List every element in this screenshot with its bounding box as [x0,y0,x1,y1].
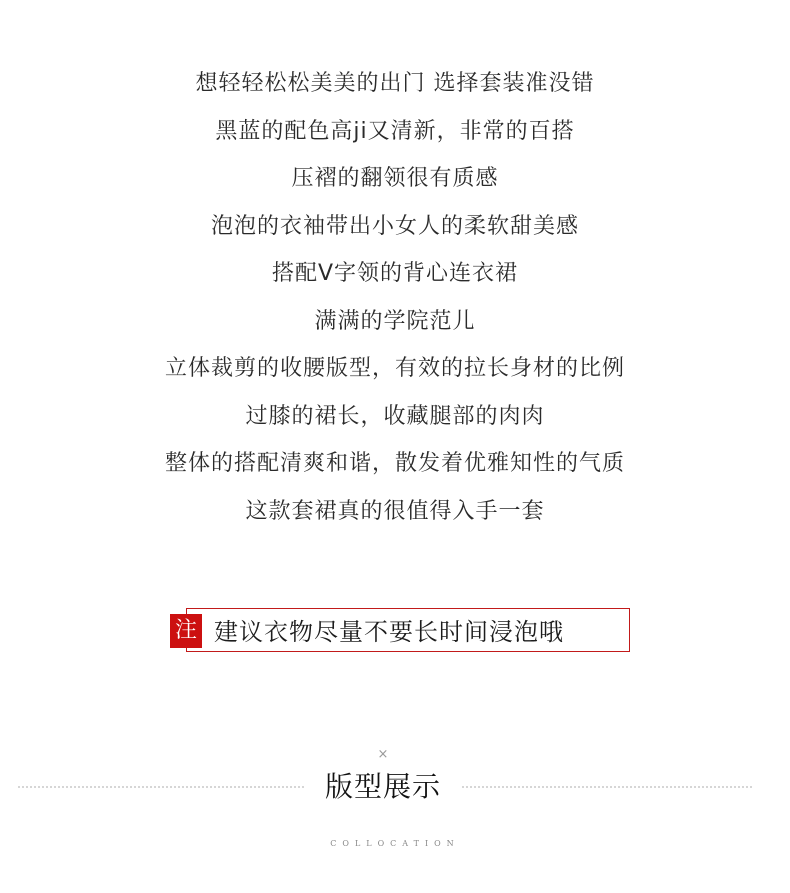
description-line: 想轻轻松松美美的出门 选择套装准没错 [195,71,595,96]
description-line: 泡泡的衣袖带出小女人的柔软甜美感 [210,213,579,239]
description-line: 搭配V字领的背心连衣裙 [271,261,519,286]
description-line: 过膝的裙长，收藏腿部的肉肉 [245,403,545,429]
note-tag: 注 [170,614,202,648]
description-line: 整体的搭配清爽和谐，散发着优雅知性的气质 [164,451,625,476]
divider-left [18,786,304,788]
description-line: 满满的学院范儿 [314,308,476,334]
section-title: 版型展示 [324,770,441,803]
description-line: 黑蓝的配色高ji又清新，非常的百搭 [215,118,575,144]
description-line: 立体裁剪的收腰版型，有效的拉长身材的比例 [164,356,625,381]
description-line: 这款套裙真的很值得入手一套 [245,498,545,524]
care-note-text: 建议衣物尽量不要长时间浸泡哦 [214,618,564,646]
section-subtitle: COLLOCATION [330,839,460,848]
close-mark-icon: × [377,747,389,762]
description-line: 压褶的翻领很有质感 [291,166,499,191]
product-description [0,60,790,535]
divider-right [462,786,752,788]
